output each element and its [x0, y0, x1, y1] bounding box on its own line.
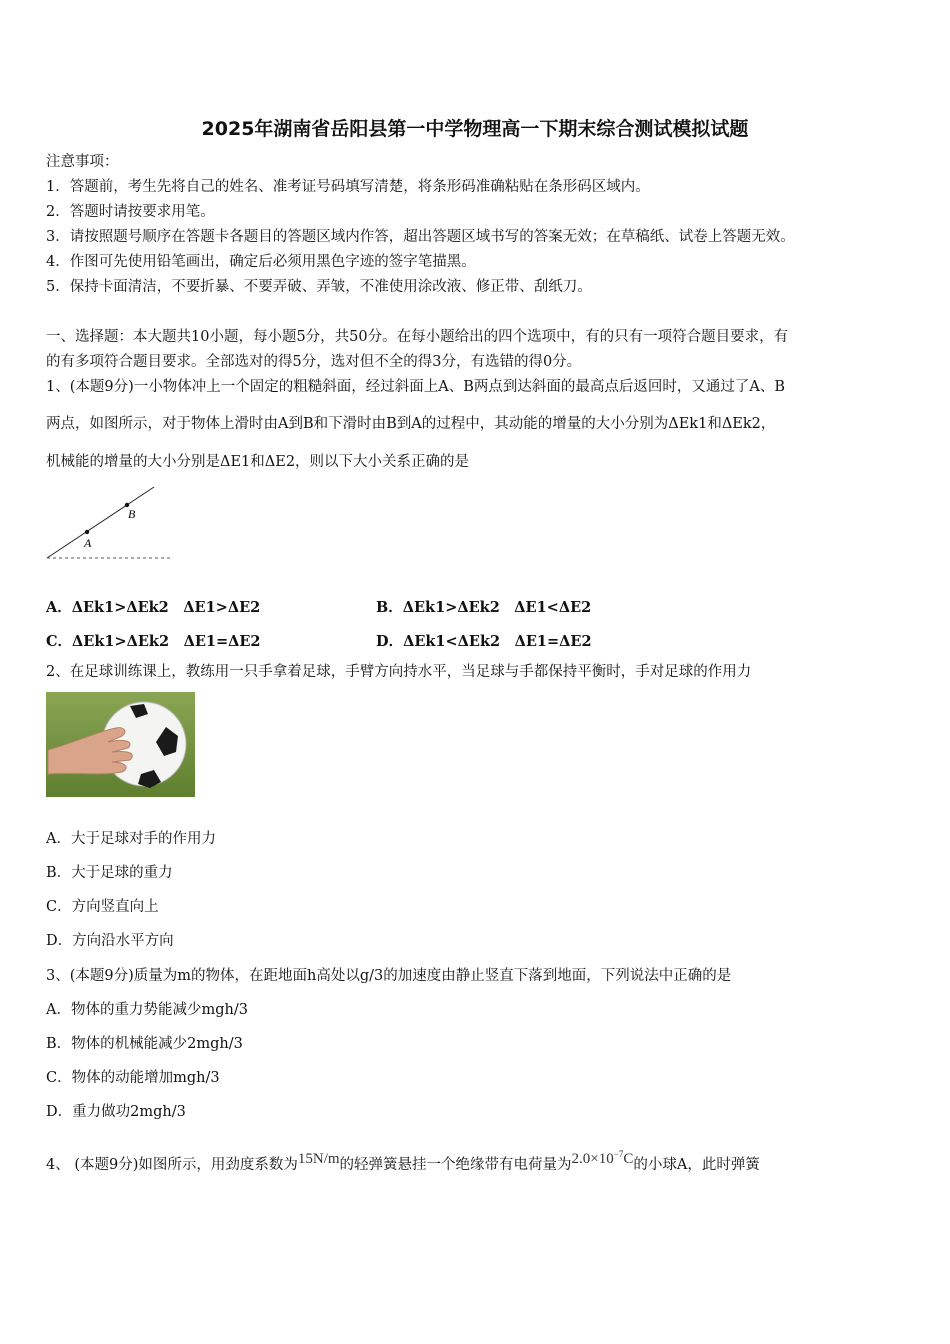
- q1-option-c[interactable]: C．ΔEk1>ΔEk2 ΔE1=ΔE2: [46, 633, 261, 650]
- q1-stem-line-2: 两点，如图所示，对于物体上滑时由A到B和下滑时由B到A的过程中，其动能的增量的大小分别为ΔEk1和ΔEk2，: [46, 416, 776, 432]
- q4-stem-part-1: 4、 (本题9分)如图所示，用劲度系数为: [46, 1157, 298, 1173]
- point-a-label: A: [84, 536, 92, 550]
- section-intro-line-1: 一、选择题：本大题共10小题，每小题5分，共50分。在每小题给出的四个选项中，有的只有一项符合题目要求，有: [46, 329, 789, 345]
- q4-charge-exponent: −7: [613, 1149, 624, 1159]
- q3-option-a[interactable]: A．物体的重力势能减少mgh/3: [46, 1002, 248, 1018]
- point-a-dot: [85, 530, 89, 534]
- section-intro-line-2: 的有多项符合题目要求。全部选对的得5分，选对但不全的得3分，有选错的得0分。: [46, 354, 582, 370]
- q4-stem-part-3: 的小球A，此时弹簧: [633, 1157, 760, 1173]
- q1-stem-line-3: 机械能的增量的大小分别是ΔE1和ΔE2，则以下大小关系正确的是: [46, 454, 470, 470]
- q3-stem: 3、(本题9分)质量为m的物体，在距地面h高处以g/3的加速度由静止竖直下落到地面，下列说法中正确的是: [46, 968, 732, 984]
- q3-option-d[interactable]: D．重力做功2mgh/3: [46, 1104, 186, 1120]
- notice-item-2: 2．答题时请按要求用笔。: [46, 204, 215, 220]
- notice-item-3: 3．请按照题号顺序在答题卡各题目的答题区域内作答，超出答题区域书写的答案无效；在草稿纸、试卷上答题无效。: [46, 229, 795, 245]
- q2-option-a[interactable]: A．大于足球对手的作用力: [46, 831, 216, 847]
- page-title: 2025年湖南省岳阳县第一中学物理高一下期末综合测试模拟试题: [201, 118, 749, 140]
- q3-option-b[interactable]: B．物体的机械能减少2mgh/3: [46, 1036, 243, 1052]
- incline-line: [47, 487, 154, 558]
- point-b-label: B: [128, 507, 136, 521]
- q3-option-c[interactable]: C．物体的动能增加mgh/3: [46, 1070, 220, 1086]
- q4-stem-part-2: 的轻弹簧悬挂一个绝缘带有电荷量为: [339, 1157, 572, 1173]
- notice-item-4: 4．作图可先使用铅笔画出，确定后必须用黑色字迹的签字笔描黑。: [46, 254, 476, 270]
- notice-item-1: 1．答题前，考生先将自己的姓名、准考证号码填写清楚，将条形码准确粘贴在条形码区域内。: [46, 179, 650, 195]
- notice-item-5: 5．保持卡面清洁，不要折暴、不要弄破、弄皱，不准使用涂改液、修正带、刮纸刀。: [46, 279, 592, 295]
- q1-stem-line-1: 1、(本题9分)一小物体冲上一个固定的粗糙斜面，经过斜面上A、B两点到达斜面的最高点后返回时，又通过了A、B: [46, 379, 786, 395]
- q1-option-b[interactable]: B．ΔEk1>ΔEk2 ΔE1<ΔE2: [376, 599, 592, 616]
- notice-heading: 注意事项：: [46, 154, 119, 170]
- q2-option-b[interactable]: B．大于足球的重力: [46, 865, 173, 881]
- q1-option-d[interactable]: D．ΔEk1<ΔEk2 ΔE1=ΔE2: [376, 633, 592, 650]
- q4-stem: [46, 1144, 760, 1175]
- q4-charge-unit: C: [623, 1151, 634, 1167]
- q2-option-d[interactable]: D．方向沿水平方向: [46, 933, 174, 949]
- q4-charge-value: [572, 1151, 634, 1167]
- q4-spring-constant: 15N/m: [297, 1151, 340, 1167]
- q2-stem: 2、在足球训练课上，教练用一只手拿着足球，手臂方向持水平，当足球与手都保持平衡时，手对足球的作用力: [46, 664, 752, 680]
- q4-charge-base: 2.0×10: [571, 1151, 614, 1167]
- football-photo: [46, 692, 195, 797]
- q1-option-a[interactable]: A．ΔEk1>ΔEk2 ΔE1>ΔE2: [46, 599, 261, 616]
- incline-figure: [44, 484, 174, 564]
- q2-option-c[interactable]: C．方向竖直向上: [46, 899, 159, 915]
